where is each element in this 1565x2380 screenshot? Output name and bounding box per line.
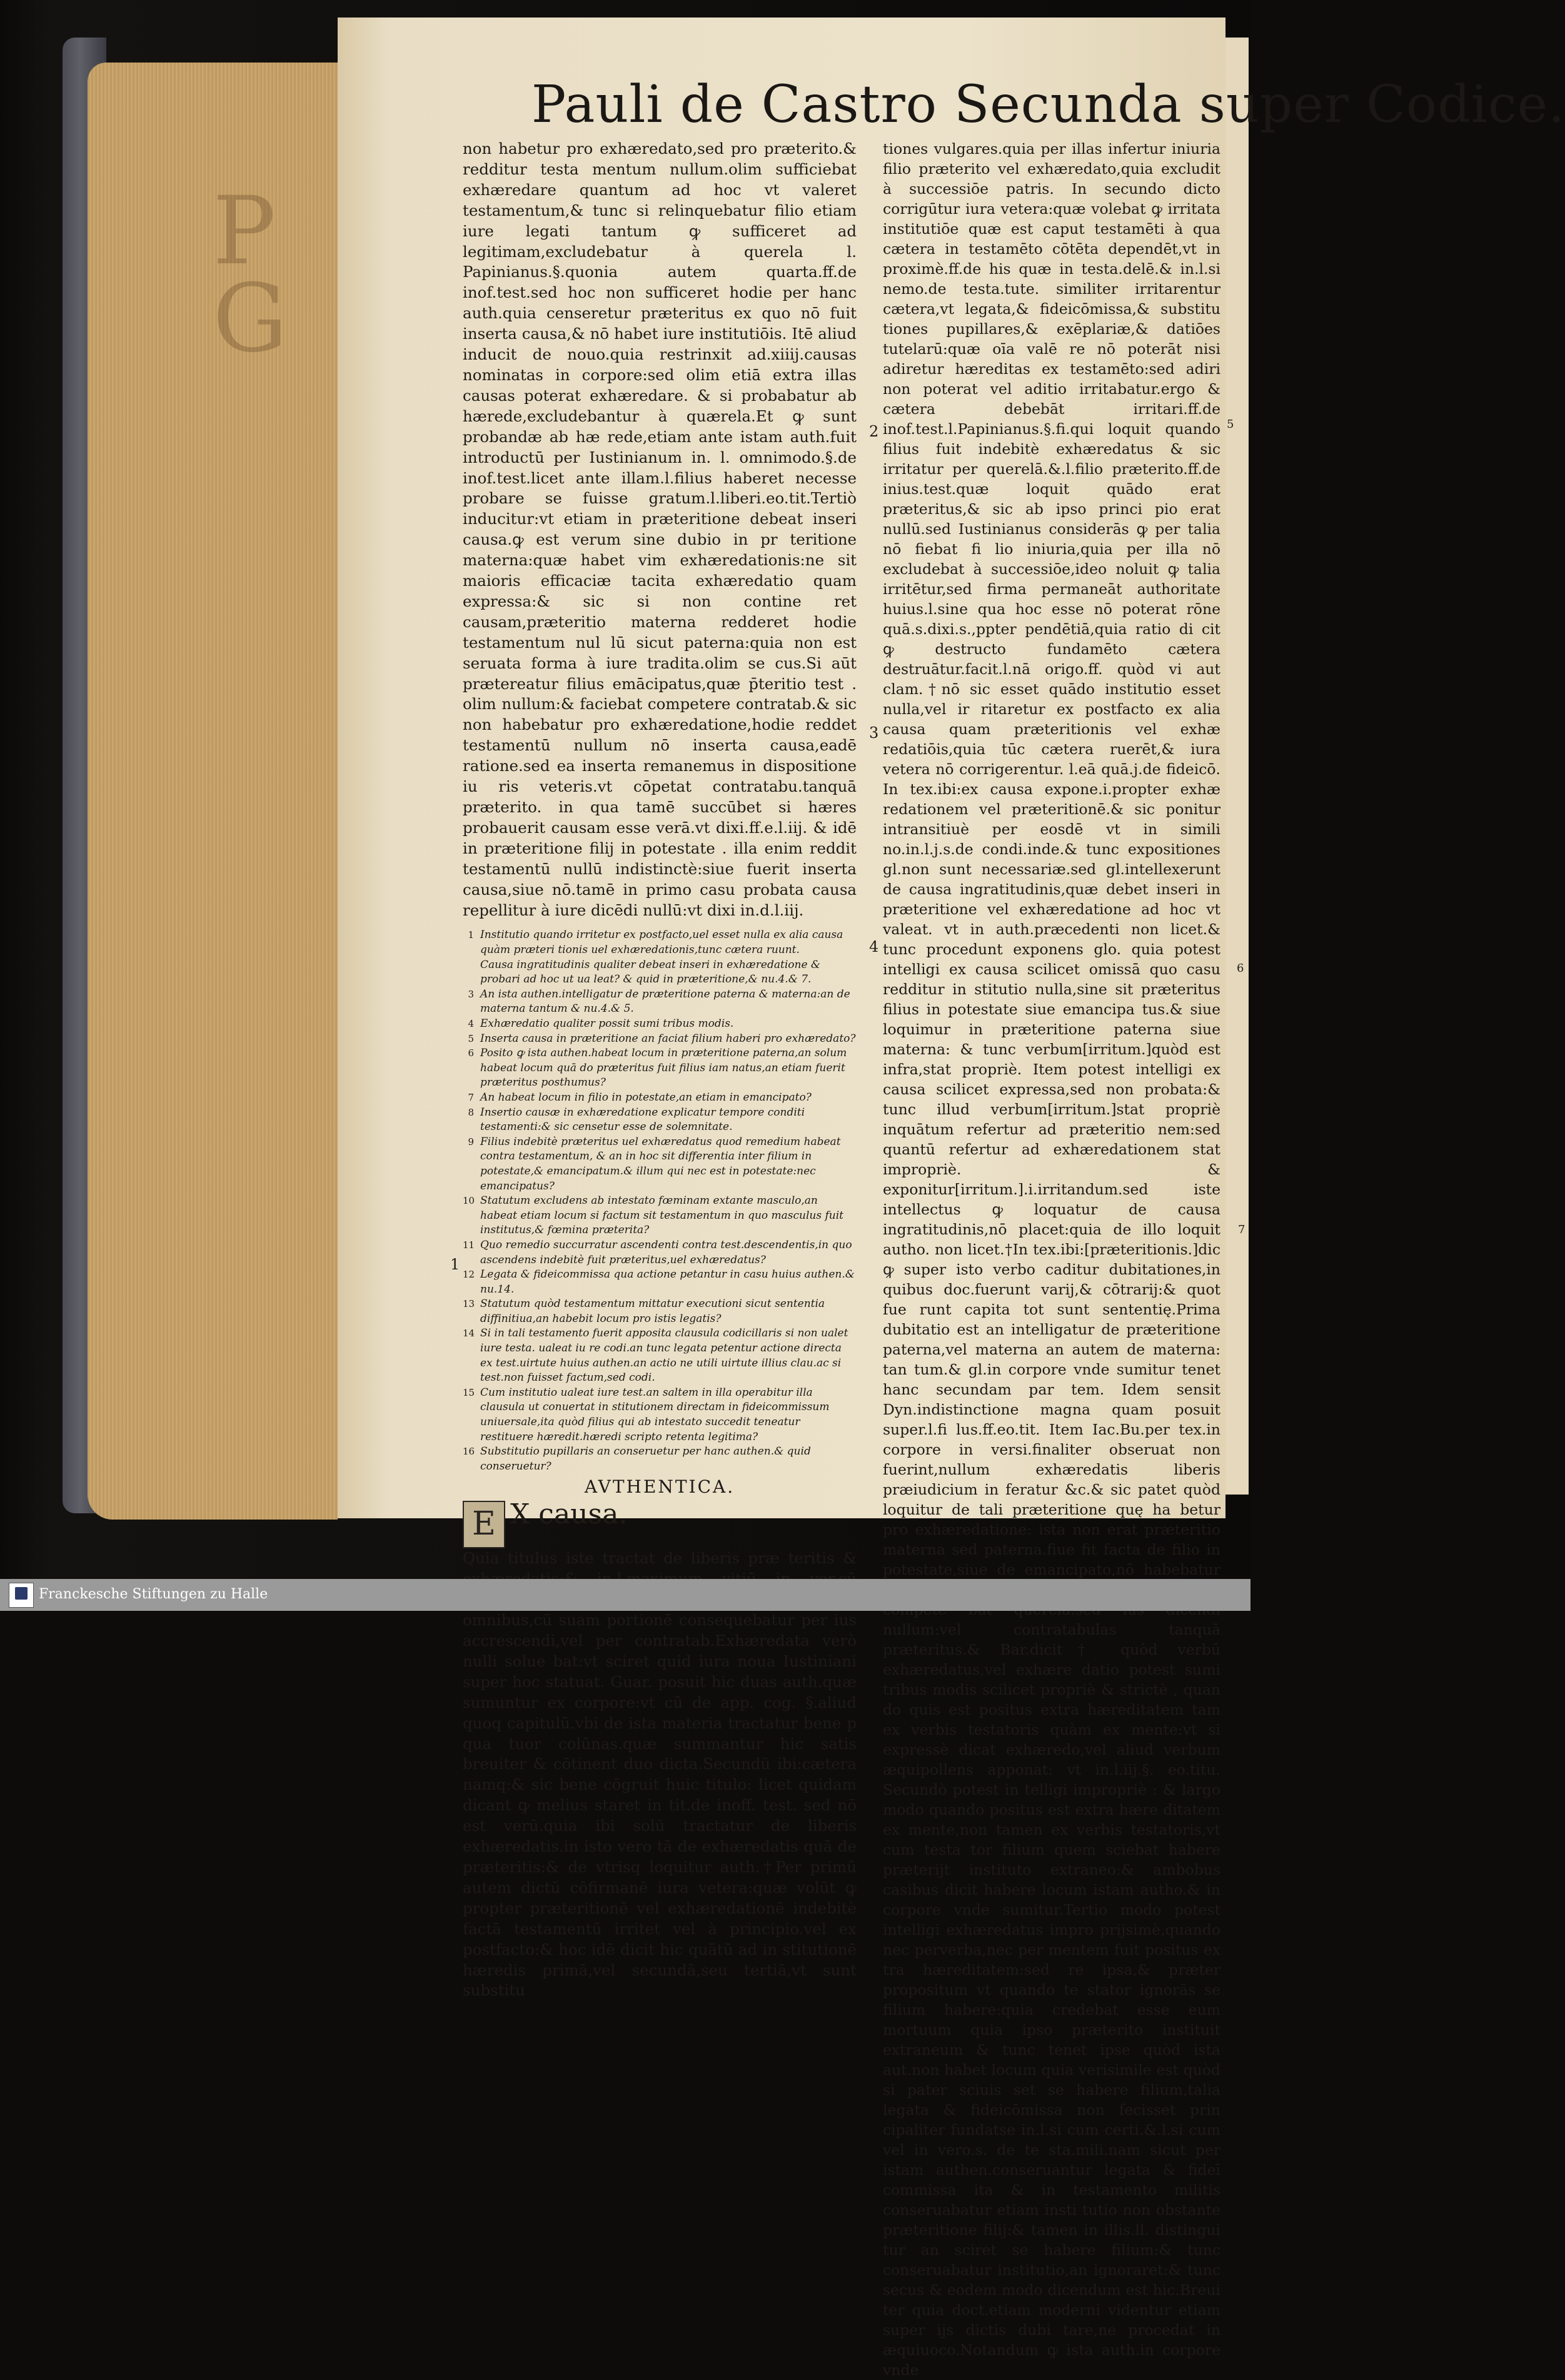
summary-item — [463, 1017, 857, 1032]
summary-number: 7 — [468, 1091, 474, 1103]
summary-text: Legata & fideicommissa qua actione petantur in casu huius authen.& nu.14. — [480, 1268, 855, 1296]
summary-text: Filius indebitè præteritus uel exhæredatus quod remedium habeat contra testamentum, & an in hoc sit differentia inter filium in potestate,& emancipatum.& illum qui nec est in potestate:nec emancipatus? — [480, 1135, 841, 1193]
summary-text: Insertio causæ in exhæredatione explicatur tempore conditi testamenti:& sic censetur esse de solemnitate. — [480, 1106, 805, 1134]
summary-number: 8 — [468, 1106, 474, 1118]
summary-text: Cum institutio ualeat iure test.an saltem in illa operabitur illa clausula ut conuertat in stitutionem directam in fideicommissum uniuersale,ita quòd filius qui ab intestato succedit teneatur restituere hæredit.hæredi scripto retenta legitima? — [480, 1386, 830, 1443]
book-page-edges — [88, 63, 338, 1520]
summary-text: Statutum quòd testamentum mittatur executioni sicut sententia diffinitiua,an habebit locum pro istis legatis? — [480, 1298, 825, 1325]
summary-text: Exhæredatio qualiter possit sumi tribus modis. — [480, 1017, 734, 1030]
edge-ink-marks: P G — [213, 177, 288, 373]
margin-number: 4 — [869, 938, 879, 956]
summary-number: 6 — [468, 1047, 474, 1059]
summary-item — [463, 1238, 857, 1268]
margin-number: 7 — [1238, 1223, 1245, 1236]
right-column-text: tiones vulgares.quia per illas infertur iniuria filio præterito vel exhæredato,quia excludit à successiōe patris. In secundo dicto corrigūtur iura vetera:quæ volebat ꝙ irritata institutiōe quæ est caput testamēti à qua cætera in testamēto cōtēta dependēt,vt in proximè.ff.de his quæ in testa.delē.& in.l.si nemo.de testa.tute. similiter irritarentur cætera,vt legata,& fideicōmissa,& substitu tiones pupillares,& exēplariæ,& datiōes tutelarū:quæ oīa valē re nō poterāt nisi adiretur hæreditas ex testamēto:sed adiri non poterat vel aditio irritabatur.ergo & cætera debebāt irritari.ff.de inof.test.l.Papinianus.§.fi.qui loquit quando filius fuit indebitè exhæredatus & sic irritatur per querelā.&.l.filio præterito.ff.de inius.test.quæ loquit quādo erat præteritus,& sic ab ipso princi pio erat nullū.sed Iustinianus considerās ꝙ per talia nō fiebat fi lio iniuria,quia per illa nō excludebat à successiōe,ideo noluit ꝙ talia irritētur,sed firma permaneāt authoritate huius.l.sine qua hoc esse nō poterat rōne quā.s.dixi.s.,ppter pendētiā,quia ratio di cit ꝙ destructo fundamēto cætera destruātur.facit.l.nā origo.ff. quòd vi aut clam.†nō sic esset quādo institutio esset nulla,vel ir ritaretur ex postfacto ex alia causa quam præteritionis vel exhæ redatiōis,quia tūc cætera ruerēt,& iura vetera nō corrigerentur. l.eā quā.j.de fideicō. In tex.ibi:ex causa expone.i.propter exhæ redationem vel præteritionē.& sic ponitur intransitiuè per eosdē vt in simili no.in.l.j.s.de condi.inde.& tunc expositiones gl.non sunt necessariæ.sed gl.intellexerunt de causa ingratitudinis,quæ debet inseri in præteritione vel exhæredatione ad hoc vt valeat. vt in auth.præcedenti non licet.& tunc procedunt exponens glo. quia potest intelligi ex causa scilicet omissā quo casu redditur in stitutio nulla,sine sit præteritus filius in potestate siue emancipa tus.& siue loquimur in præteritione paterna siue materna: & tunc verbum[irritum.]quòd est infra,stat propriè. Item potest intelligi ex causa scilicet expressa,sed non probata:& tunc illud verbum[irritum.]stat propriè inquātum refertur ad præteritio nem:sed quantū refertur ad exhæredationem stat impropriè. & exponitur[irritum.].i.irritandum.sed iste intellectus ꝙ loquatur de causa ingratitudinis,nō placet:quia de illo loquit autho. non licet.†In tex.ibi:[præteritionis.]dic ꝙ super isto verbo caditur dubitationes,in quibus doc.fuerunt varij,& cōtrarij:& quot fue runt capita tot sunt sententię.Prima dubitatio est an intelligatur de præteritione paterna,vel materna an autem de materna: tan tum.& gl.in corpore vnde sumitur tenet hanc secundam par tem. Idem sensit Dyn.indistinctione magna quam posuit super.l.fi lus.ff.eo.tit. Item Iac.Bu.per tex.in corpore in versi.finaliter obseruat non fuerint,nullum exhæredatis liberis præiudicium in feratur &c.& sic patet quòd loquitur de tali præteritione quę ha betur pro exhæredatione: ista non erat præteritio materna sed paterna.fiue fit facta de filio in potestate,siue de emancipato,nō habebatur nullum:vel contratabulas tanquā præteritus.& Bar.dicit† quòd verbū exhæredatus,vel exhære datio potest sumi tribus modis scilicet propriè & strictè , quan do quis est positus extra hæreditatem tam ex verbis testatoris quàm ex mente:vt si expressè dicat exhæredo,vel aliud verbum æquipollens apponat: vt in.l.iij.§. eo.titu. Secundò potest in telligi impropriè : & largo modo quando positus est extra hære ditatem ex mente,non tamen ex verbis testatoris,vt cum testa tor filium quem sciebat habere præterijt instituto extraneo:& ambobus casibus dicit habere locum istam autho.& in corpore vnde sumitur.Tertio modo potest intelligi exhæredatus impro prijsimè,quando nec perverba,nec per mentem fuit positus ex tra hæreditatem:sed re ipsa,& præter propositum vt quando te stator ignorās se filium habere:quia credebat esse eum mortuum quia ipso præterito instituit extraneum & tunc tenet ipse quòd ista aut.non habet locum quia verisimile est quòd si pater sciuis set se habere filium,talia legata & fideicōmissa non fecisset prin cipaliter fundatse in.l.si cum certi.&.l.si cum vel in vero.s. de te sta.mili.nam sicut per istam authen.conseruantur legata & fideī commissa ita & in testamento militis conseruabatur etiam insti tutio non obstante præteritione filij:& tamen in illis.ll. distingui tur an sciret se habere filium:& tunc conseruabatur institutio,an ignoraret:& tunc secus & eodem modo dicendum est hic.Breui ter quia doct.etiam moderni videntur etiam super ijs dictis dubi tare,ne procedat in æquiuoco.Notandum ꝙ ista auth.in corpore vnde — [883, 140, 1220, 2379]
summary-item — [463, 1445, 857, 1474]
right-column — [883, 139, 1220, 2380]
summary-item — [463, 1326, 857, 1385]
summary-text: Causa ingratitudinis qualiter debeat inseri in exhæredatione & probari ad hoc ut ua leat? & quid in præteritione,& nu.4.& 7. — [480, 958, 821, 986]
margin-number: 6 — [1237, 962, 1244, 975]
margin-number: 5 — [1227, 418, 1234, 431]
summary-item — [463, 958, 857, 987]
summary-item — [463, 1386, 857, 1445]
summary-number — [463, 958, 474, 987]
left-paragraph-1: non habetur pro exhæredato,sed pro præterito.& redditur testa mentum nullum.olim sufficiebat exhæredare quantum ad hoc vt valeret testamentum,& tunc si relinquebatur filio etiam iure legati tantum ꝙ sufficeret ad legitimam,excludebatur à querela l. Papinianus.§.quonia autem quarta.ff.de inof.test.sed hoc non sufficeret hodie per hanc auth.quia censeretur præteritus ex quo nō fuit inserta causa,& nō habet iure institutiōis. Itē aliud inducit de nouo.quia restrinxit ad.xiiij.causas nominatas in corpore:sed olim etiā extra illas causas poterat exhæredare. & si probabatur ab hærede,excludebantur à quærela.Et ꝙ sunt probandæ ab hæ rede,etiam ante istam auth.fuit introductū per Iustinianum in. l. omnimodo.§.de inof.test.licet ante illam.l.filius haberet necesse probare se fuisse gratum.l.liberi.eo.tit.Tertiò inducitur:vt etiam in præteritione debeat inseri causa.ꝙ est verum sine dubio in pr teritione materna:quæ habet vim exhæredationis:ne sit maioris efficaciæ tacita exhæredatio quam expressa:& sic si non contine ret causam,præteritio materna redderet hodie testamentum nul lū sicut paterna:quia non est seruata forma à iure tradita.olim se cus.Si aūt prætereatur filius emācipatus,quæ p̄teritio test . olim nullum:& faciebat competere contratab.& sic non habebatur pro exhæredatione,hodie reddet testamentū nullum nō inserta causa,eadē ratione.sed ea inserta remanemus in dispositione iu ris veteris.vt cōpetat contratabu.tanquā præterito. in qua tamē succūbet si hæres probauerit causam esse verā.vt dixi.ff.e.l.iij. & idē in præteritione filij in potestate . illa enim reddit testamentū nullū indistinctè:siue fuerit inserta causa,siue nō.tamē in primo casu probata causa repellitur à iure dicēdi nullū:vt dixi in.d.l.iij. — [463, 139, 857, 919]
summary-number: 13 — [463, 1298, 475, 1310]
decorated-initial: E — [463, 1501, 505, 1548]
summary-number: 10 — [463, 1195, 475, 1207]
summary-item — [463, 1106, 857, 1135]
summary-item — [463, 1194, 857, 1238]
institution-logo-icon[interactable] — [9, 1583, 34, 1608]
summary-list — [463, 928, 857, 1474]
summary-number: 11 — [463, 1239, 475, 1251]
summary-item — [463, 1135, 857, 1194]
summary-item — [463, 987, 857, 1017]
margin-number: 2 — [869, 423, 879, 440]
summary-item — [463, 1297, 857, 1326]
summary-item — [463, 1032, 857, 1047]
summary-text: An habeat locum in filio in potestate,an etiam in emancipato? — [480, 1091, 812, 1104]
summary-text: Statutum excludens ab intestato fœminam extante masculo,an habeat etiam locum si factum sit testamentum in quo masculus fuit institutus,& fœmina præterita? — [480, 1194, 844, 1237]
summary-number: 4 — [468, 1018, 474, 1029]
summary-number: 3 — [468, 988, 474, 1000]
facing-page-edge — [1222, 38, 1249, 1495]
footer-credit[interactable]: Franckesche Stiftungen zu Halle — [39, 1586, 268, 1602]
summary-item — [463, 1268, 857, 1297]
incipit: X causa. — [510, 1498, 628, 1531]
summary-number: 1 — [468, 929, 474, 941]
running-head: Pauli de Castro Secunda super Codice. — [531, 75, 1565, 134]
margin-number: 3 — [869, 724, 879, 742]
summary-item — [463, 1046, 857, 1091]
summary-number: 14 — [463, 1328, 475, 1339]
summary-number: 15 — [463, 1386, 475, 1398]
summary-text: Posito ꝙ ista authen.habeat locum in præteritione paterna,an solum habeat locum quā do præteritus fuit filius iam natus,an etiam fuerit præteritus posthumus? — [480, 1047, 847, 1089]
summary-number: 5 — [468, 1032, 474, 1044]
left-column — [463, 139, 857, 2001]
left-paragraph-2: Quia titulus iste tractat de liberis præ teritis & omnibus,cū suam portionē consequebatur per ius accrescendi,vel per contratab.Exhæredata verò nulli solue bat:vt sciret quid iura noua Iustiniani super hoc statuat. Guar. posuit hic duas auth.quæ sumuntur ex corpore:vt cū de app. cog. §.aliud quoq capitulū.vbi de ista materia tractatur bene p qua tuor colūnas.quæ summantur hic satis breuiter & cōtinent duo dicta.Secundū ibi:cætera namq:& sic bene cōgruit huic titulo: licet quidam dicant ꝙ melius staret in tit.de inoff. test. sed nō est verū.quia ibi solū tractatur de liberis exhæredatis.in isto vero tā de exhæredatis quā de præteritis:& de vtrisq loquitur auth.†Per primū autem dictū cōfirmanē iura vetera:quæ volūt ꝙ propter præteritionē vel exhæredationē indebitè factā testamentū irritet vel à principio.vel ex postfacto:& hoc idē dicit hic quātū ad in stitutionē hæredis primā,vel secundā,seu tertiā,vt sunt substitu — [463, 1549, 857, 2000]
summary-text: Substitutio pupillaris an conseruetur per hanc authen.& quid conseruetur? — [480, 1445, 811, 1473]
authentica-opening — [463, 1498, 857, 1548]
summary-item — [463, 928, 857, 957]
margin-number: 1 — [450, 1256, 460, 1273]
summary-text: Institutio quando irritetur ex postfacto,uel esset nulla ex alia causa quàm præteri tionis uel exhæredationis,tunc cætera ruunt. — [480, 929, 843, 957]
summary-text: Si in tali testamento fuerit apposita clausula codicillaris si non ualet iure testa. ualeat iu re codi.an tunc legata petentur actione directa ex test.uirtute huius authen.an actio ne utili uirtute illius clau.ac si test.non fuisset factum,sed codi. — [480, 1327, 848, 1384]
summary-number: 9 — [468, 1136, 474, 1147]
footer-bar — [0, 1579, 1250, 1611]
summary-text: An ista authen.intelligatur de præteritione paterna & materna:an de materna tantum & nu.4.& 5. — [480, 987, 850, 1016]
section-heading: AVTHENTICA. — [584, 1476, 735, 1498]
summary-text: Inserta causa in præteritione an faciat filium haberi pro exhæredato? — [480, 1032, 856, 1045]
summary-item — [463, 1091, 857, 1106]
summary-number: 12 — [463, 1269, 475, 1281]
summary-text: Quo remedio succurratur ascendenti contra test.descendentis,in quo ascendens indebitè fuit præteritus,uel exhæredatus? — [480, 1238, 852, 1266]
summary-number: 16 — [463, 1446, 475, 1458]
